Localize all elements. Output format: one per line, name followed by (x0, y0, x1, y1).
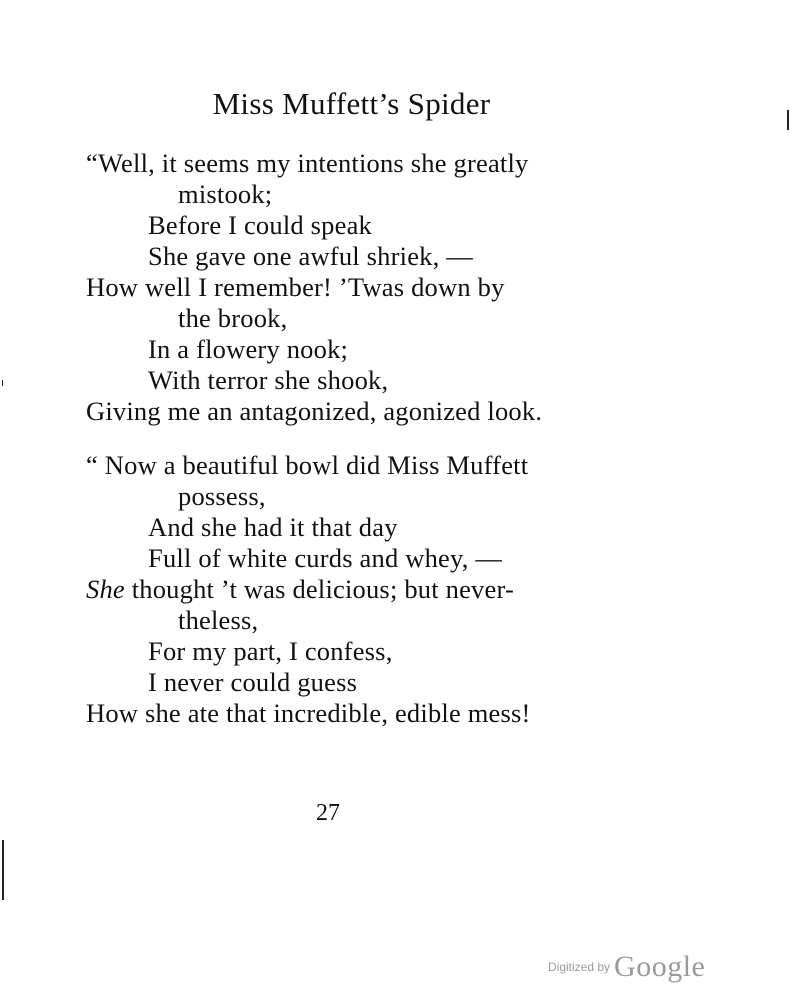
poem-line: Full of white curds and whey, — (148, 543, 503, 573)
watermark-prefix: Digitized by (548, 960, 611, 974)
poem-line: “Well, it seems my intentions she greatly (86, 148, 529, 178)
emphasis-word: She (86, 574, 125, 604)
digitized-watermark (548, 950, 705, 984)
poem-line: She gave one awful shriek, — (148, 241, 473, 271)
poem-line: I never could guess (148, 667, 358, 697)
poem-line: With terror she shook, (148, 365, 389, 395)
poem-line: Giving me an antagonized, agonized look. (86, 396, 543, 426)
poem-line: How she ate that incredible, edible mess! (86, 698, 531, 728)
poem-line: And she had it that day (148, 512, 398, 542)
poem-title (0, 86, 793, 122)
poem-line (86, 574, 514, 604)
poem-line: How well I remember! ’Twas down by (86, 272, 505, 302)
google-logo: Google (614, 950, 706, 983)
scan-edge-mark (2, 380, 3, 386)
poem-line: For my part, I confess, (148, 636, 393, 666)
poem-line: mistook; (178, 179, 273, 209)
scan-edge-mark (2, 840, 4, 900)
page-number: 27 (316, 800, 340, 826)
poem-line: the brook, (178, 303, 288, 333)
scan-edge-mark (787, 110, 789, 130)
poem-line: In a flowery nook; (148, 334, 349, 364)
poem-title-text: Miss Muffett’s Spider (212, 86, 491, 121)
poem-line: possess, (178, 481, 266, 511)
poem-line-rest: thought ’t was delicious; but never- (124, 574, 514, 604)
poem-line: theless, (178, 605, 259, 635)
poem-line: “ Now a beautiful bowl did Miss Muffett (86, 450, 529, 480)
poem-line: Before I could speak (148, 210, 373, 240)
